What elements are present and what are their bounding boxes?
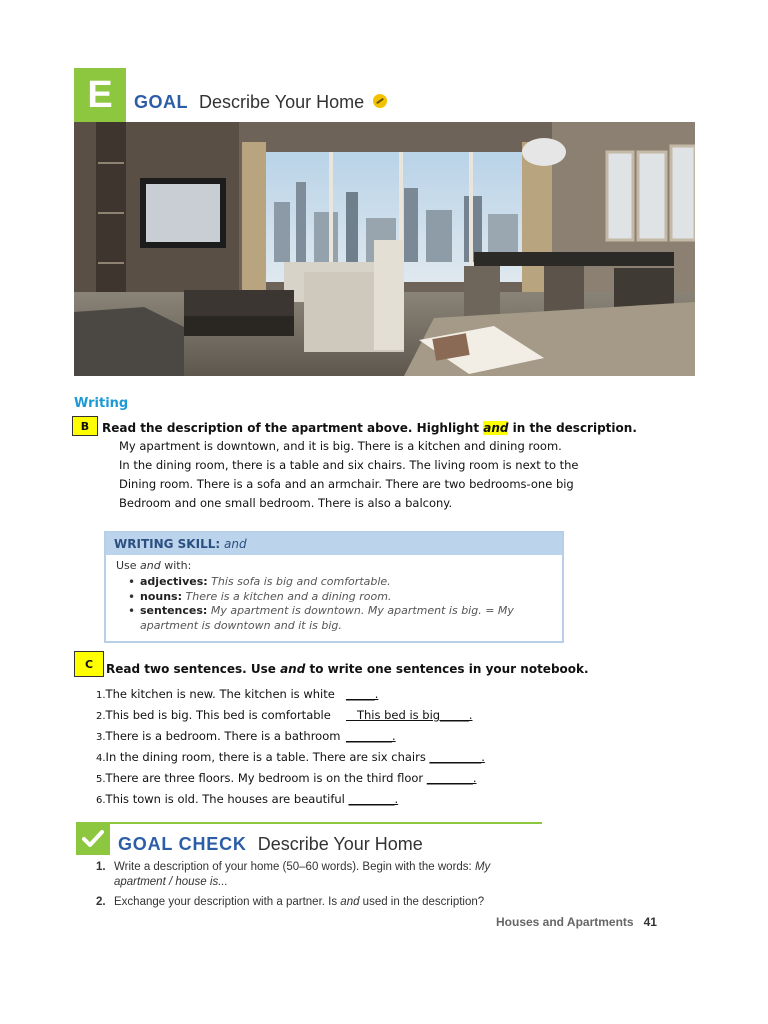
skill-intro [116,559,552,572]
answer-blank[interactable]: ________. [348,792,399,806]
goal-label: GOAL [134,92,188,112]
writing-skill-header [106,533,562,555]
goal-check-badge [76,822,110,855]
skill-item-example: This sofa is big and comfortable. [211,575,391,588]
item-number: 2. [96,711,106,722]
writing-section-label: Writing [74,396,129,411]
skill-item [116,590,552,605]
exercise-c-badge: C [74,651,104,677]
skill-item-label: sentences: [140,604,208,617]
item-number: 1. [96,861,106,873]
item-text-italic: My apartment / house is... [114,861,491,888]
skill-head-bold: WRITING SKILL: [114,537,221,551]
goal-check-title [118,834,423,855]
item-number: 3. [96,732,106,743]
footer-section-title: Houses and Apartments [496,915,634,929]
page-number: 41 [643,915,657,929]
goal-check-label: GOAL CHECK [118,834,247,854]
goal-check-list [96,860,536,916]
list-item [96,686,485,707]
apartment-description [119,437,579,513]
item-text: In the dining room, there is a table. There are six chairs [105,750,426,764]
page-footer [496,915,657,929]
section-letter-badge: E [74,68,126,122]
item-text: The kitchen is new. The kitchen is white [105,687,335,701]
instr-b-highlight: and [483,421,509,435]
answer-blank[interactable]: ________. [346,729,396,743]
item-text-post: used in the description? [359,896,485,908]
skill-item [116,604,552,633]
answer-blank[interactable]: _____. [346,687,379,701]
writing-skill-box [104,531,564,643]
goal-check-heading: Describe Your Home [257,834,423,854]
item-number: 2. [96,896,106,908]
list-item [96,728,485,749]
instr-b-pre: Read the description of the apartment above. Highlight [102,421,484,435]
description-line: Dining room. There is a sofa and an armchair. There are two bedrooms-one big [119,477,574,491]
skill-head-italic: and [224,537,247,551]
skill-item-label: nouns: [140,589,182,603]
list-item [96,860,536,889]
exercise-c-instructions [106,662,589,676]
page-title [134,92,387,113]
exercise-c-list [96,686,485,812]
item-text: Write a description of your home (50–60 words). Begin with the words: [114,861,475,873]
description-line: In the dining room, there is a table and six chairs. The living room is next to the [119,458,579,472]
list-item [96,791,485,812]
skill-item-example: My apartment is downtown. My apartment is big. = My apartment is downtown and it is big. [140,604,514,632]
goal-check-rule [110,822,542,824]
goal-title: Describe Your Home [199,92,365,112]
item-number: 5. [96,774,106,785]
list-item [96,707,485,728]
apartment-photo [74,122,695,376]
skill-intro-pre: Use [116,559,141,572]
answer-blank[interactable]: This bed is big_____. [346,708,473,722]
item-number: 1. [96,690,106,701]
list-item [96,770,485,791]
item-text-italic: and [340,896,360,908]
skill-item [116,575,552,590]
item-number: 4. [96,753,106,764]
skill-intro-italic: and [140,559,161,572]
skill-item-label: adjectives: [140,575,208,588]
instr-c-pre: Read two sentences. Use [106,662,281,676]
item-text: There is a bedroom. There is a bathroom [105,729,341,743]
item-number: 6. [96,795,106,806]
instr-b-post: in the description. [508,421,637,435]
list-item [96,749,485,770]
description-line: Bedroom and one small bedroom. There is also a balcony. [119,496,453,510]
exercise-b-instructions [102,421,637,435]
link-icon [373,94,387,108]
item-text: This bed is big. This bed is comfortable [105,708,331,722]
instr-c-post: to write one sentences in your notebook. [305,662,589,676]
skill-item-example: There is a kitchen and a dining room. [185,589,392,603]
item-text: This town is old. The houses are beautiful [105,792,345,806]
checkmark-icon [82,830,104,848]
answer-blank[interactable]: _________. [429,750,485,764]
instr-c-italic: and [280,662,306,676]
answer-blank[interactable]: ________. [426,771,477,785]
description-line: My apartment is downtown, and it is big. There is a kitchen and dining room. [119,439,562,453]
item-text: There are three floors. My bedroom is on the third floor [105,771,424,785]
skill-intro-post: with: [160,559,192,572]
item-text: Exchange your description with a partner. Is [114,896,341,908]
list-item [96,895,536,910]
exercise-b-badge: B [72,416,98,436]
